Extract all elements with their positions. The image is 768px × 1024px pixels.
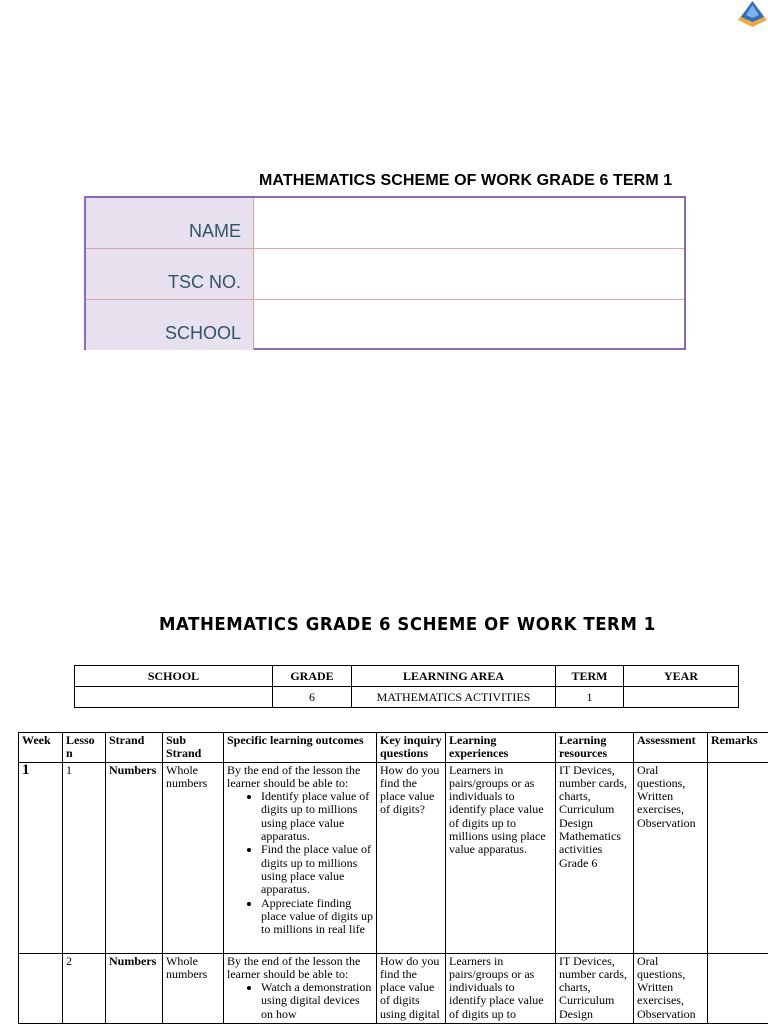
table-row bbox=[19, 953, 768, 1023]
assessment-cell: Oral questions, Written exercises, Observation bbox=[634, 953, 708, 1023]
cover-title: MATHEMATICS SCHEME OF WORK GRADE 6 TERM 1 bbox=[259, 172, 673, 189]
col-header: Specific learning outcomes bbox=[224, 733, 377, 763]
info-value: MATHEMATICS ACTIVITIES bbox=[352, 687, 556, 708]
outcomes-cell bbox=[224, 953, 377, 1023]
outcomes-intro: By the end of the lesson the learner should be able to: bbox=[227, 762, 361, 790]
remarks-cell bbox=[708, 953, 768, 1023]
school-label: SCHOOL bbox=[164, 323, 241, 343]
sub-strand-cell: Whole numbers bbox=[163, 762, 224, 953]
info-value bbox=[624, 687, 739, 708]
experiences-cell: Learners in pairs/groups or as individuals to identify place value of digits up to millions using place value apparatus. bbox=[446, 762, 556, 953]
lesson-cell: 1 bbox=[63, 762, 106, 953]
col-header: Week bbox=[19, 733, 63, 763]
resources-cell: IT Devices, number cards, charts, Curriculum Design bbox=[556, 953, 634, 1023]
lesson-cell: 2 bbox=[63, 953, 106, 1023]
col-header: Learning resources bbox=[556, 733, 634, 763]
remarks-cell bbox=[708, 762, 768, 953]
col-header: Lesso n bbox=[63, 733, 106, 763]
experiences-cell: Learners in pairs/groups or as individuals to identify place value of digits up to bbox=[446, 953, 556, 1023]
name-row bbox=[86, 198, 684, 249]
table-row bbox=[19, 762, 768, 953]
teacher-details-table bbox=[84, 196, 686, 350]
info-value bbox=[75, 687, 273, 708]
school-row bbox=[86, 300, 684, 350]
col-header: Sub Strand bbox=[163, 733, 224, 763]
scheme-title: MATHEMATICS GRADE 6 SCHEME OF WORK TERM 1 bbox=[159, 614, 656, 635]
strand-cell: Numbers bbox=[106, 953, 163, 1023]
info-table bbox=[74, 665, 739, 708]
name-label: NAME bbox=[188, 221, 241, 241]
header-row bbox=[19, 733, 768, 763]
sub-strand-cell: Whole numbers bbox=[163, 953, 224, 1023]
outcomes-cell bbox=[224, 762, 377, 953]
logo-icon bbox=[737, 0, 768, 28]
info-header: SCHOOL bbox=[75, 666, 273, 687]
col-header: Assessment bbox=[634, 733, 708, 763]
list-item: • Appreciate finding place value of digits up to millions in real life bbox=[261, 897, 373, 937]
list-item: • Find the place value of digits up to millions using place value apparatus. bbox=[261, 843, 373, 896]
list-item: • Identify place value of digits up to millions using place value apparatus. bbox=[261, 790, 373, 843]
col-header: Remarks bbox=[708, 733, 768, 763]
question-cell: How do you find the place value of digits? bbox=[377, 762, 446, 953]
question-cell: How do you find the place value of digits using digital bbox=[377, 953, 446, 1023]
outcomes-list bbox=[227, 790, 373, 936]
week-cell bbox=[19, 953, 63, 1023]
col-header: Learning experiences bbox=[446, 733, 556, 763]
scheme-table bbox=[18, 732, 768, 1024]
outcomes-intro: By the end of the lesson the learner should be able to: bbox=[227, 953, 361, 981]
col-header: Key inquiry questions bbox=[377, 733, 446, 763]
info-value: 6 bbox=[273, 687, 352, 708]
assessment-cell: Oral questions, Written exercises, Observation bbox=[634, 762, 708, 953]
col-header: Strand bbox=[106, 733, 163, 763]
week-cell: 1 bbox=[19, 762, 63, 953]
info-header: TERM bbox=[556, 666, 624, 687]
resources-cell: IT Devices, number cards, charts, Curriculum Design Mathematics activities Grade 6 bbox=[556, 762, 634, 953]
strand-cell: Numbers bbox=[106, 762, 163, 953]
info-value: 1 bbox=[556, 687, 624, 708]
outcomes-list bbox=[227, 981, 373, 1021]
tsc-row bbox=[86, 249, 684, 300]
info-header: GRADE bbox=[273, 666, 352, 687]
list-item: • Watch a demonstration using digital devices on how bbox=[261, 981, 373, 1021]
tsc-label: TSC NO. bbox=[167, 272, 241, 292]
info-header: LEARNING AREA bbox=[352, 666, 556, 687]
info-header: YEAR bbox=[624, 666, 739, 687]
